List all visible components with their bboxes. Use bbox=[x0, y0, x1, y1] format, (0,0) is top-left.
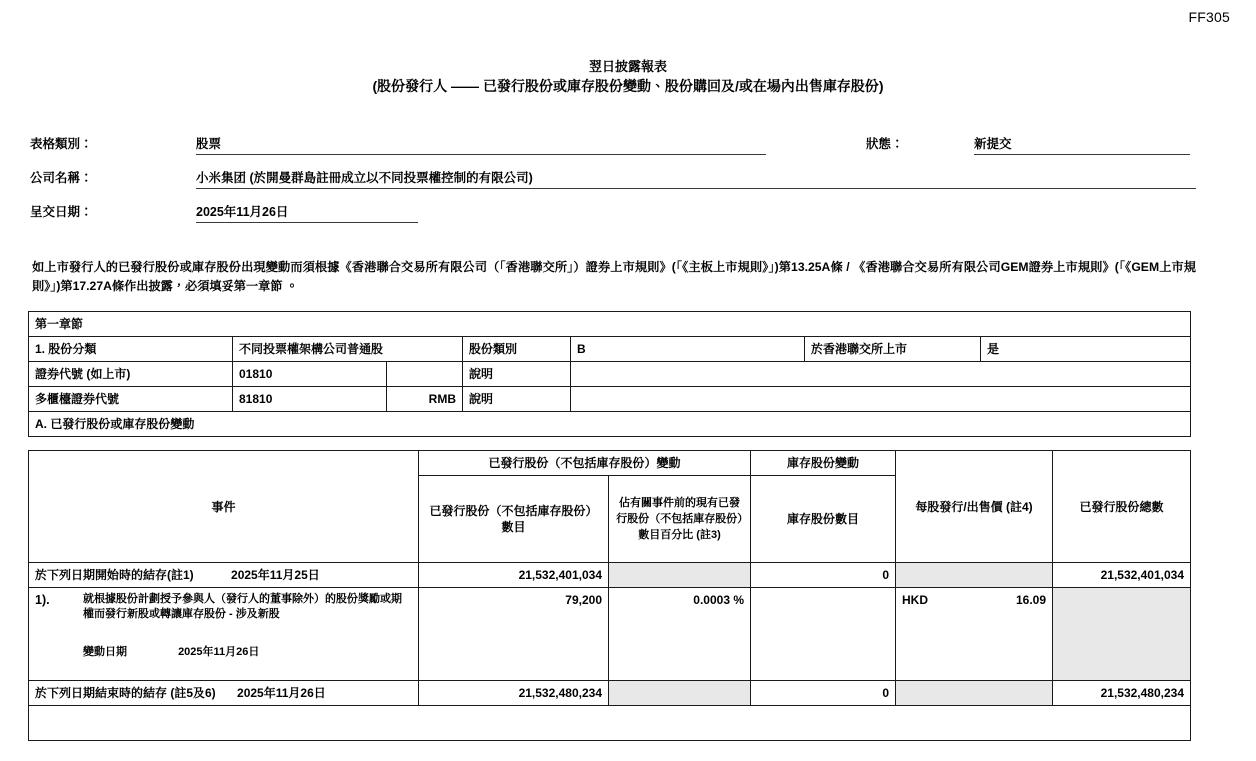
event-1-number: 1). bbox=[35, 593, 50, 607]
closing-balance-event-cell bbox=[29, 681, 419, 706]
opening-balance-label: 於下列日期開始時的結存(註1) bbox=[35, 568, 194, 582]
multi-counter-code-label: 多櫃檯證券代號 bbox=[29, 387, 233, 412]
column-header-total-issued: 已發行股份總數 bbox=[1053, 451, 1191, 563]
share-type-value: B bbox=[571, 337, 805, 362]
stock-code-desc-label: 說明 bbox=[463, 362, 571, 387]
section-a-heading: A. 已發行股份或庫存股份變動 bbox=[29, 412, 1191, 437]
listed-on-hkex-value: 是 bbox=[981, 337, 1191, 362]
movements-group-header-row bbox=[29, 451, 1191, 476]
form-code: FF305 bbox=[1188, 9, 1230, 25]
section-a-heading-row bbox=[29, 412, 1191, 437]
column-header-issued-percent: 佔有關事件前的現有已發行股份（不包括庫存股份）數目百分比 (註3) bbox=[609, 476, 751, 563]
event-1-cell bbox=[29, 588, 419, 681]
closing-balance-price bbox=[896, 681, 1053, 706]
legal-note: 如上市發行人的已發行股份或庫存股份出現變動而須根據《香港聯合交易所有限公司（「香港聯交所」）證券上市規則》(「《主板上市規則》」)第13.25A條 / 《香港聯合交易所有限公司GEM證券上市規則》(「《GEM上市規則》」)第17.27A條作出披露，必須填妥第一章節 。 bbox=[32, 260, 1196, 293]
table-row bbox=[29, 681, 1191, 706]
stock-code-value: 01810 bbox=[233, 362, 387, 387]
opening-balance-price bbox=[896, 563, 1053, 588]
closing-balance-treasury-number: 0 bbox=[751, 681, 896, 706]
share-class-value: 不同投票權架構公司普通股 bbox=[233, 337, 463, 362]
closing-balance-label: 於下列日期結束時的結存 (註5及6) bbox=[35, 686, 216, 700]
table-row bbox=[29, 362, 1191, 387]
column-header-event: 事件 bbox=[29, 451, 419, 563]
table-row bbox=[29, 387, 1191, 412]
group-header-treasury-change: 庫存股份變動 bbox=[751, 451, 896, 476]
opening-balance-issued-percent bbox=[609, 563, 751, 588]
status-underline bbox=[974, 154, 1190, 155]
company-value: 小米集团 (於開曼群島註冊成立以不同投票權控制的有限公司) bbox=[196, 171, 533, 185]
event-1-date-row bbox=[83, 644, 412, 660]
meta-row-submit-date bbox=[0, 199, 1256, 233]
table-row bbox=[29, 337, 1191, 362]
multi-counter-currency: RMB bbox=[387, 387, 463, 412]
stock-code-currency bbox=[387, 362, 463, 387]
header-meta-fields bbox=[0, 131, 1256, 233]
movements-table bbox=[28, 450, 1191, 741]
section1-heading-row bbox=[29, 312, 1191, 337]
form-type-underline bbox=[196, 154, 766, 155]
meta-row-form-type bbox=[0, 131, 1256, 165]
event-1-issued-percent: 0.0003 % bbox=[609, 588, 751, 681]
opening-balance-total-issued: 21,532,401,034 bbox=[1053, 563, 1191, 588]
submit-date-underline bbox=[196, 222, 418, 223]
document-title bbox=[0, 58, 1256, 96]
table-row bbox=[29, 563, 1191, 588]
table-row bbox=[29, 588, 1191, 681]
closing-balance-issued-percent bbox=[609, 681, 751, 706]
stock-code-desc-value bbox=[571, 362, 1191, 387]
form-type-label: 表格類別： bbox=[30, 137, 93, 151]
status-label: 狀態： bbox=[866, 137, 904, 151]
event-1-price-value: 16.09 bbox=[1015, 593, 1047, 607]
closing-balance-issued-number: 21,532,480,234 bbox=[419, 681, 609, 706]
event-1-price-currency: HKD bbox=[902, 593, 929, 607]
document-title-line2: (股份發行人 —— 已發行股份或庫存股份變動、股份購回及/或在場內出售庫存股份) bbox=[372, 78, 884, 94]
opening-balance-event-cell bbox=[29, 563, 419, 588]
company-underline bbox=[196, 188, 1196, 189]
listed-on-hkex-label: 於香港聯交所上市 bbox=[805, 337, 981, 362]
company-label: 公司名稱： bbox=[30, 171, 93, 185]
submit-date-label: 呈交日期： bbox=[30, 205, 93, 219]
opening-balance-issued-number: 21,532,401,034 bbox=[419, 563, 609, 588]
event-1-total-issued bbox=[1053, 588, 1191, 681]
closing-balance-date: 2025年11月26日 bbox=[237, 686, 326, 700]
stock-code-label: 證券代號 (如上市) bbox=[29, 362, 233, 387]
status-value: 新提交 bbox=[974, 137, 1012, 151]
event-1-price-cell bbox=[896, 588, 1053, 681]
empty-footer-cell bbox=[29, 706, 1191, 741]
opening-balance-date: 2025年11月25日 bbox=[231, 568, 320, 582]
table-row-empty bbox=[29, 706, 1191, 741]
column-header-treasury-number: 庫存股份數目 bbox=[751, 476, 896, 563]
event-1-date-label: 變動日期 bbox=[83, 646, 127, 658]
column-header-issued-number: 已發行股份（不包括庫存股份）數目 bbox=[419, 476, 609, 563]
multi-counter-code-value: 81810 bbox=[233, 387, 387, 412]
section1-heading: 第一章節 bbox=[29, 312, 1191, 337]
event-1-treasury-number bbox=[751, 588, 896, 681]
event-1-issued-number: 79,200 bbox=[419, 588, 609, 681]
share-class-label: 1. 股份分類 bbox=[29, 337, 233, 362]
form-type-value: 股票 bbox=[196, 137, 222, 151]
closing-balance-total-issued: 21,532,480,234 bbox=[1053, 681, 1191, 706]
opening-balance-treasury-number: 0 bbox=[751, 563, 896, 588]
multi-counter-desc-label: 說明 bbox=[463, 387, 571, 412]
event-1-description: 就根據股份計劃授予參與人（發行人的董事除外）的股份獎勵或期權而發行新股或轉讓庫存股份 - 涉及新股 bbox=[83, 593, 402, 620]
section1-table bbox=[28, 311, 1191, 437]
multi-counter-desc-value bbox=[571, 387, 1191, 412]
group-header-issued-change: 已發行股份（不包括庫存股份）變動 bbox=[419, 451, 751, 476]
submit-date-value: 2025年11月26日 bbox=[196, 205, 289, 219]
column-header-price-per-share: 每股發行/出售價 (註4) bbox=[896, 451, 1053, 563]
event-1-date-value: 2025年11月26日 bbox=[178, 646, 260, 658]
meta-row-company bbox=[0, 165, 1256, 199]
document-title-line1: 翌日披露報表 bbox=[588, 59, 667, 74]
share-type-label: 股份類別 bbox=[463, 337, 571, 362]
